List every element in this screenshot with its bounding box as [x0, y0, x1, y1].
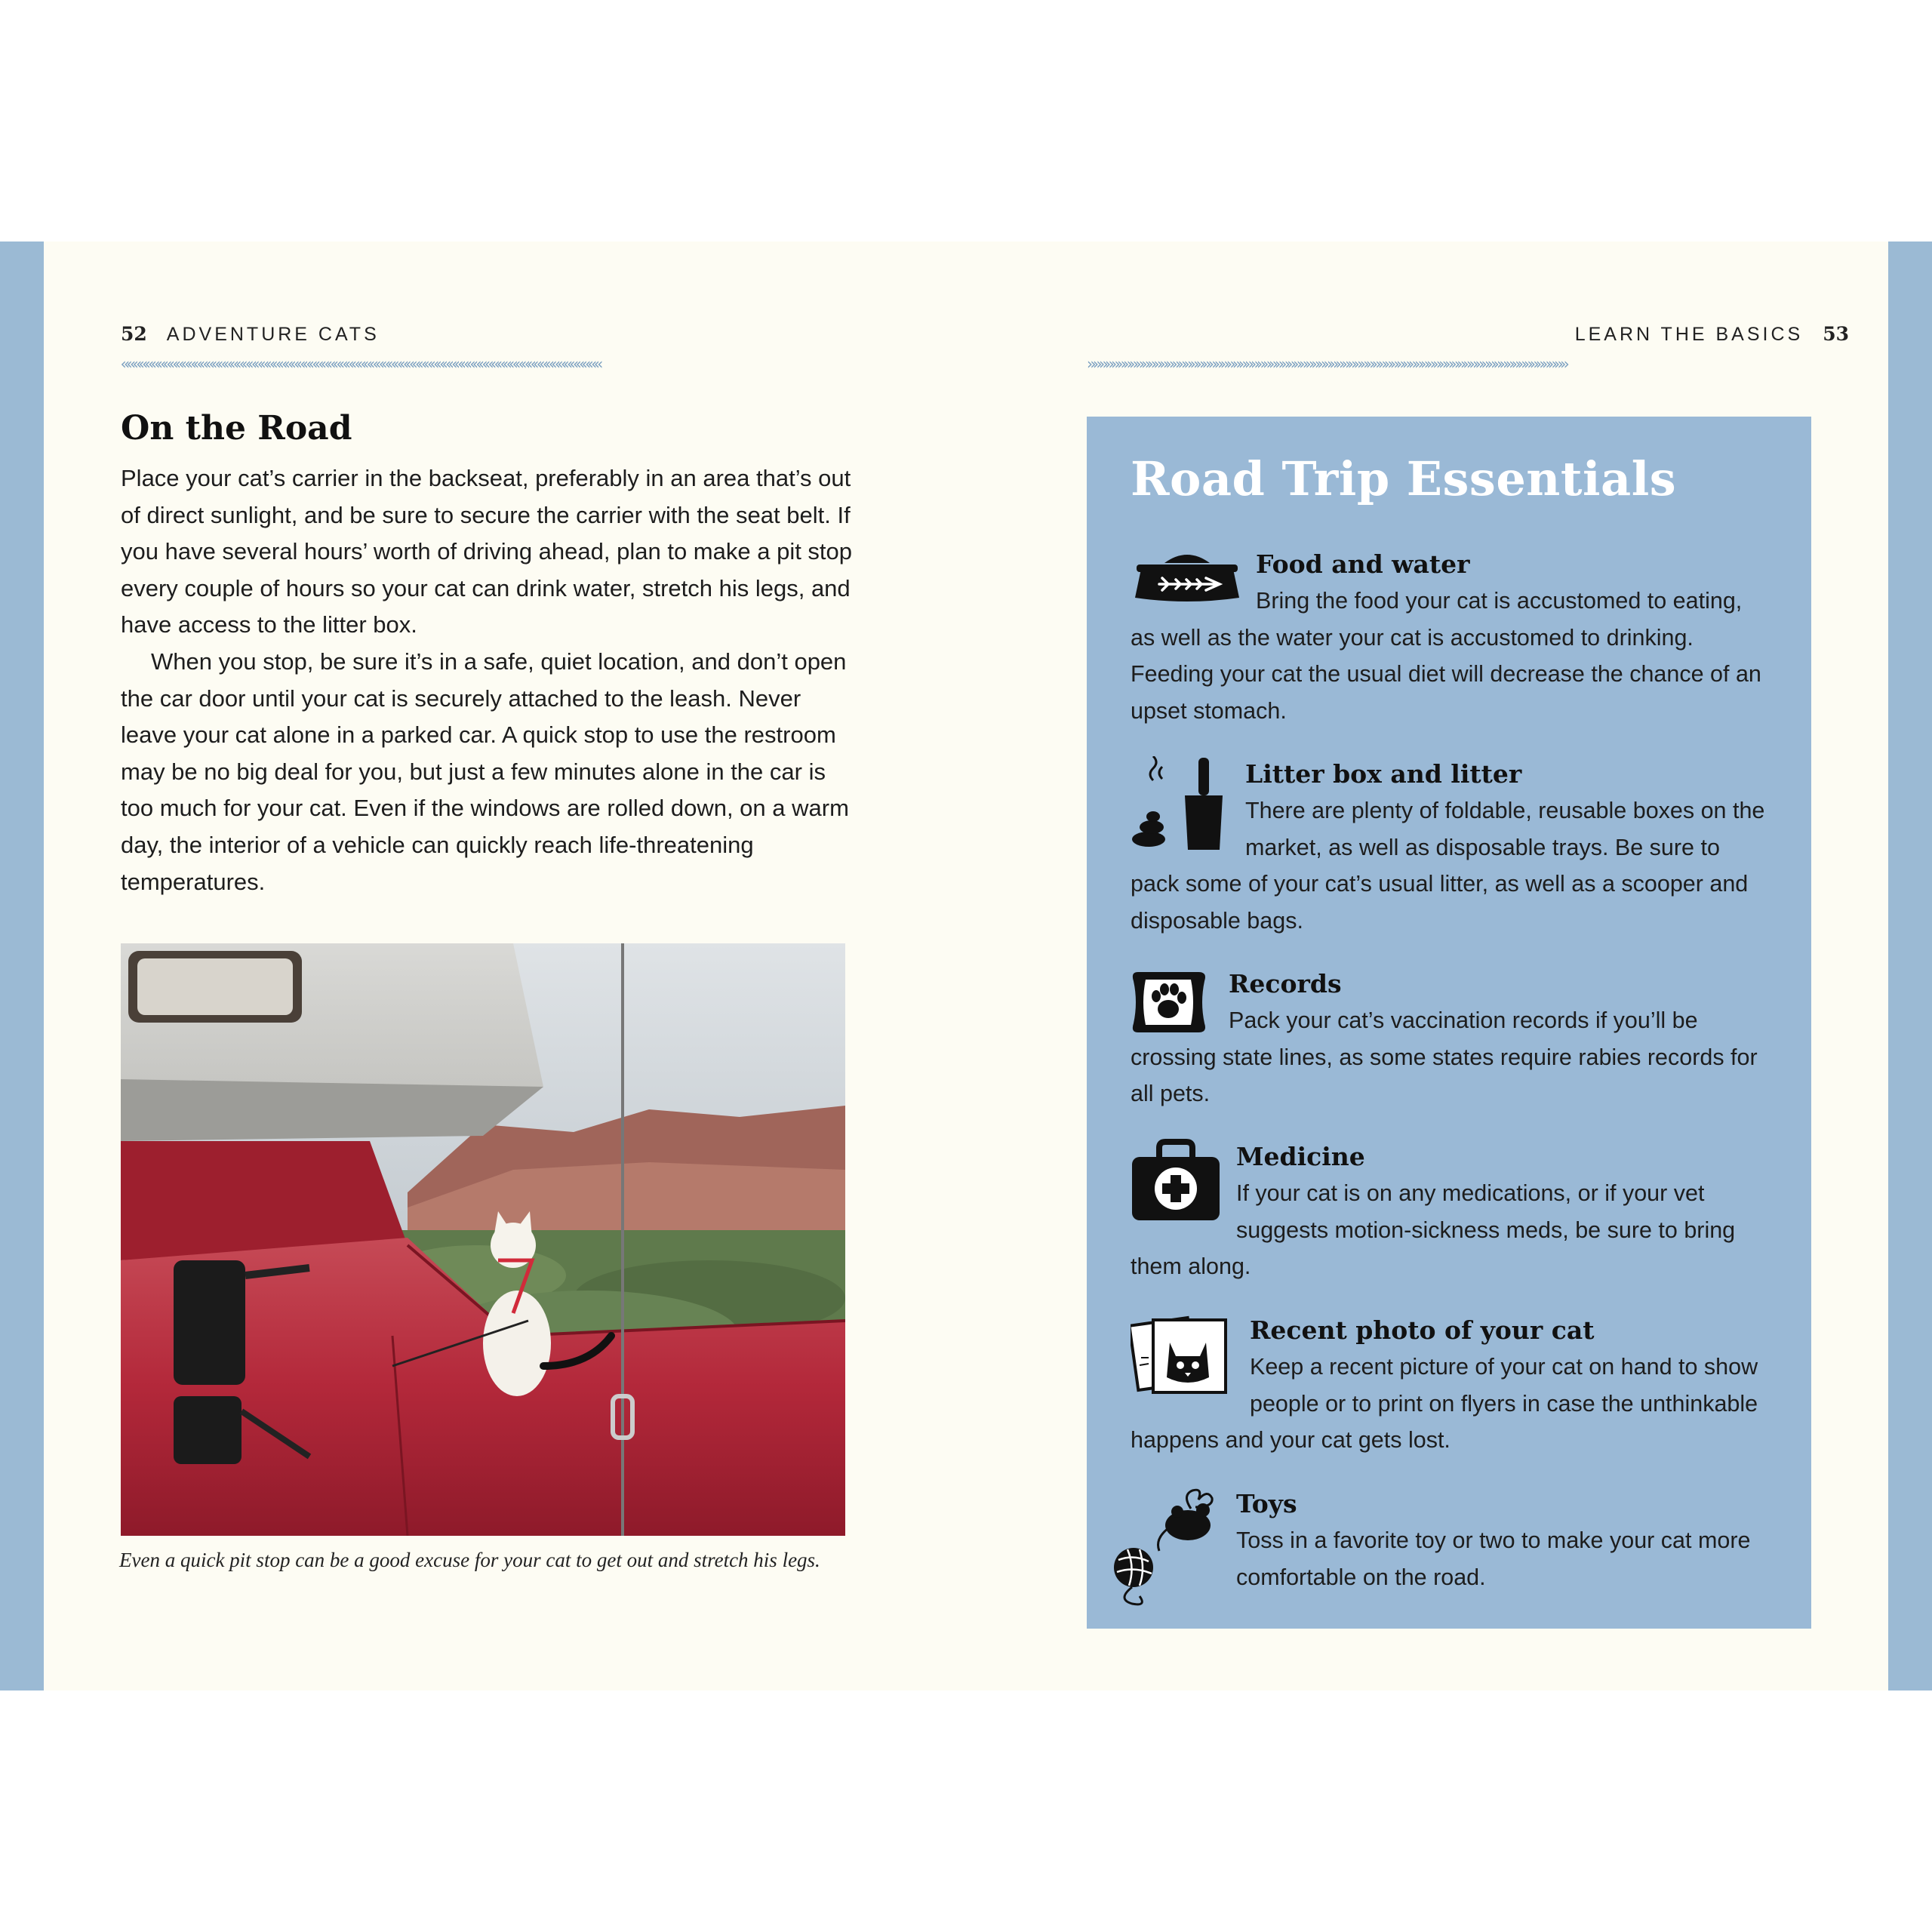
cat-photo-icon — [1131, 1312, 1250, 1395]
right-running-head — [1575, 323, 1849, 346]
cat-on-truck-photo — [121, 943, 845, 1536]
road-trip-essentials-box — [1087, 417, 1811, 1629]
photo-caption: Even a quick pit stop can be a good excuse for your cat to get out and stretch his legs. — [119, 1549, 820, 1571]
essential-item-text: Pack your cat’s vaccination records if you’ll be crossing state lines, as some states require rabies records for all pets. — [1131, 1008, 1758, 1107]
essential-item-title: Food and water — [1256, 549, 1470, 579]
right-page-number: 53 — [1823, 323, 1849, 345]
essential-item-text: If your cat is on any medications, or if your vet suggests motion-sickness meds, be sure to bring them along. — [1131, 1180, 1736, 1280]
litter-scoop-icon — [1131, 756, 1244, 853]
box-title: Road Trip Essentials — [1131, 451, 1677, 506]
toys-icon — [1109, 1486, 1236, 1607]
essential-item-text: Keep a recent picture of your cat on hand to show people or to print on flyers in case the unthinkable happens and your cat gets lost. — [1131, 1354, 1758, 1454]
essential-item-medicine — [1131, 1139, 1772, 1285]
essential-item-food — [1131, 546, 1772, 729]
essential-item-records — [1131, 966, 1772, 1112]
left-running-head-text: ADVENTURE CATS — [166, 324, 380, 345]
book-spread — [0, 242, 1932, 1690]
book-pages — [44, 242, 1888, 1690]
essential-item-text: There are plenty of foldable, reusable boxes on the market, as well as disposable trays. Be sure to pack some of your cat’s usual litter, as well as a scooper and disposable bags. — [1131, 798, 1765, 934]
left-running-head — [121, 323, 380, 346]
essential-item-litter — [1131, 756, 1772, 939]
left-page-number: 52 — [121, 323, 147, 345]
essential-item-title: Toys — [1236, 1489, 1297, 1518]
food-bowl-icon — [1131, 546, 1250, 614]
essential-item-title: Recent photo of your cat — [1250, 1315, 1595, 1345]
body-paragraph: Place your cat’s carrier in the backseat, preferably in an area that’s out of direct sunlight, and be sure to secure the carrier with the seat belt. If you have several hours’ worth of driving ahead, plan to make a pit stop every couple of hours so your cat can drink water, stretch his legs, and have access to the litter box. — [121, 465, 853, 638]
section-heading: On the Road — [121, 409, 352, 448]
body-paragraph: When you stop, be sure it’s in a safe, quiet location, and don’t open the car door until your cat is securely attached to the leash. Never leave your cat alone in a parked car. A quick stop to use the restroom may be no big deal for you, but just a few minutes alone in the car is too much for your cat. Even if the windows are rolled down, on a warm day, the interior of a vehicle can quickly reach life-threatening temperatures. — [121, 648, 849, 895]
paw-records-icon — [1131, 966, 1229, 1038]
essential-item-title: Litter box and litter — [1245, 759, 1522, 789]
left-chevron-rule: ««««««««««««««««««««««««««««««««««««««««««««««««««««««««««««««««««««««««««««««« — [121, 355, 601, 370]
body-text — [121, 460, 853, 900]
medical-kit-icon — [1131, 1139, 1236, 1222]
essential-item-title: Records — [1229, 969, 1342, 998]
essential-item-text: Bring the food your cat is accustomed to eating, as well as the water your cat is accustomed to drinking. Feeding your cat the usual diet will decrease the chance of an upset stomach. — [1131, 588, 1761, 724]
essential-item-toys — [1109, 1486, 1774, 1607]
essential-item-photo — [1131, 1312, 1772, 1459]
right-chevron-rule: »»»»»»»»»»»»»»»»»»»»»»»»»»»»»»»»»»»»»»»»»»»»»»»»»»»»»»»»»»»»»»»»»»»»»»»»»»»»»»» — [1087, 355, 1567, 370]
essential-item-title: Medicine — [1236, 1142, 1365, 1171]
right-running-head-text: LEARN THE BASICS — [1574, 324, 1804, 345]
essential-item-text: Toss in a favorite toy or two to make your cat more comfortable on the road. — [1236, 1527, 1751, 1590]
